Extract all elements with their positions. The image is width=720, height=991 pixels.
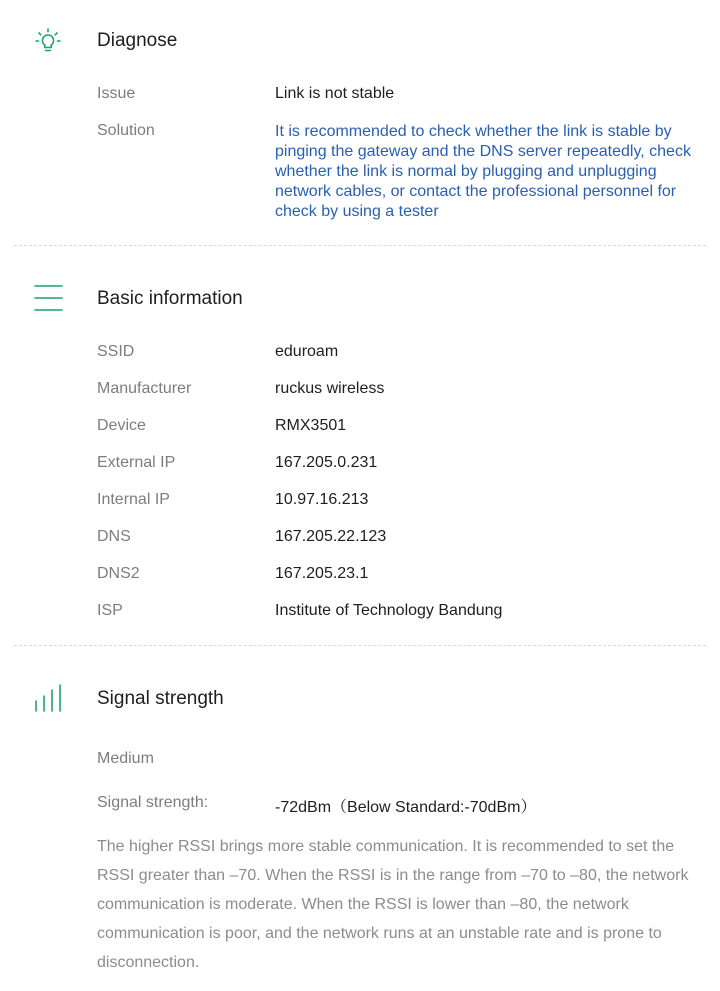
info-row-dns2: [0, 565, 720, 587]
issue-value: Link is not stable: [275, 85, 395, 102]
info-label: Device: [97, 417, 146, 434]
info-value: 167.205.23.1: [275, 565, 369, 582]
signal-bars-icon: [34, 684, 64, 714]
info-value: 167.205.22.123: [275, 528, 387, 545]
signal-level: Medium: [97, 750, 154, 767]
info-row-internal-ip: [0, 491, 720, 513]
diagnose-title: Diagnose: [97, 30, 178, 51]
signal-strength-value: -72dBm（Below Standard:-70dBm）: [275, 799, 537, 816]
basic-info-section: [0, 246, 720, 646]
solution-label: Solution: [97, 122, 155, 139]
info-label: Manufacturer: [97, 380, 192, 397]
info-row-isp: [0, 602, 720, 624]
info-label: External IP: [97, 454, 176, 471]
info-label: DNS: [97, 528, 131, 545]
solution-value: It is recommended to check whether the link is stable by pinging the gateway and the DNS server repeatedly, check whether the link is normal by plugging and unplugging network cables, or contact the professional personnel for check by using a tester: [275, 123, 691, 220]
info-row-device: [0, 417, 720, 439]
info-row-manufacturer: [0, 380, 720, 402]
info-value: 10.97.16.213: [275, 491, 369, 508]
issue-label: Issue: [97, 85, 136, 102]
info-row-dns: [0, 528, 720, 550]
basic-info-title: Basic information: [97, 288, 243, 309]
info-value: ruckus wireless: [275, 380, 385, 397]
menu-lines-icon: [34, 284, 64, 314]
diagnose-section: [0, 0, 720, 246]
info-row-ssid: [0, 343, 720, 365]
signal-strength-label: Signal strength:: [97, 794, 209, 811]
signal-title: Signal strength: [97, 688, 224, 709]
lightbulb-icon: [33, 26, 63, 56]
info-label: SSID: [97, 343, 135, 360]
info-value: Institute of Technology Bandung: [275, 602, 503, 619]
info-row-external-ip: [0, 454, 720, 476]
info-value: eduroam: [275, 343, 339, 360]
info-value: RMX3501: [275, 417, 347, 434]
signal-section: [0, 646, 720, 991]
signal-description: The higher RSSI brings more stable communication. It is recommended to set the RSSI greater than –70. When the RSSI is in the range from –70 to –80, the network communication is moderate. When the RSSI is lower than –80, the network communication is poor, and the network runs at an unstable rate and is prone to disconnection.: [97, 838, 689, 971]
info-label: ISP: [97, 602, 123, 619]
info-value: 167.205.0.231: [275, 454, 378, 471]
info-label: Internal IP: [97, 491, 170, 508]
info-label: DNS2: [97, 565, 140, 582]
